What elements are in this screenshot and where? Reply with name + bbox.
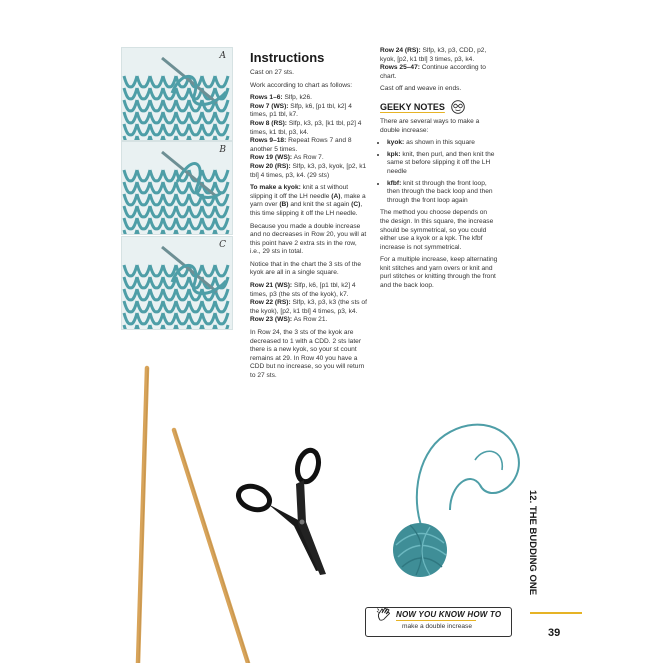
stitch	[163, 182, 176, 193]
row-text: Slfp, k3, p3, kyok, [p2, k1 tbl] 4 times, p3, k4. (29 sts)	[250, 162, 367, 179]
stitch	[202, 230, 215, 234]
needle	[162, 152, 217, 197]
instructions-title: Instructions	[250, 50, 325, 65]
stitch	[163, 206, 176, 217]
list-item	[387, 139, 498, 148]
stitch	[202, 124, 215, 135]
rows-block-2	[250, 282, 368, 325]
illustration-label: A	[219, 51, 226, 61]
stitch	[137, 301, 150, 312]
stitch	[176, 136, 189, 140]
stitch	[215, 325, 228, 329]
instructions-column	[250, 50, 368, 385]
geeky-intro: There are several ways to make a double increase:	[380, 117, 480, 134]
cast-on-text: Cast on 27 sts.	[250, 69, 294, 76]
stitch	[137, 124, 150, 135]
kyok-text: knit a st without slipping it off the LH needle	[250, 184, 349, 200]
stitch	[202, 301, 215, 312]
row-text: Slfp, k26.	[282, 94, 312, 102]
stitch	[150, 289, 163, 300]
illustration-b	[121, 141, 233, 235]
stitch	[124, 100, 137, 111]
stitch	[150, 325, 163, 329]
now-you-know-box	[365, 607, 512, 637]
stitch	[215, 76, 228, 87]
stitch	[137, 112, 150, 123]
stitch	[163, 289, 176, 300]
knitting-diagram	[122, 142, 232, 234]
stitch	[163, 124, 176, 135]
stitch	[124, 289, 137, 300]
stitch	[176, 301, 189, 312]
stitch	[150, 182, 163, 193]
row-label: Row 22 (RS):	[250, 299, 291, 307]
stitch	[163, 265, 176, 276]
step-ref: (C)	[351, 201, 361, 209]
stitch	[137, 206, 150, 217]
stitch	[150, 313, 163, 324]
knitting-diagram	[122, 237, 232, 329]
stitch	[176, 218, 189, 229]
stitch	[176, 313, 189, 324]
stitch	[137, 218, 150, 229]
illustration-c	[121, 236, 233, 330]
stitch	[189, 136, 202, 140]
stitch	[189, 313, 202, 324]
stitch	[176, 230, 189, 234]
stitch	[150, 206, 163, 217]
kyok-instructions	[250, 184, 368, 218]
stitch	[163, 301, 176, 312]
stitch	[124, 88, 137, 99]
yarn-ball	[370, 415, 530, 585]
stitch	[215, 182, 228, 193]
geeky-notes-title: GEEKY NOTES	[380, 101, 445, 112]
stitch	[137, 194, 150, 205]
stitch	[163, 325, 176, 329]
stitch	[124, 170, 137, 181]
stitch	[189, 218, 202, 229]
because-text: Because you made a double increase and no decreases in Row 20, you will at this point have 2 extra sts in the row, i.e., 29 sts in total.	[250, 222, 367, 256]
stitch	[189, 112, 202, 123]
stitch	[137, 76, 150, 87]
stitch	[150, 218, 163, 229]
stitch	[150, 88, 163, 99]
stitch	[150, 112, 163, 123]
stitch	[176, 289, 189, 300]
bullet-text: knit, then purl, and then knit the same st before slipping it off the LH needle	[387, 150, 495, 175]
stitch	[215, 218, 228, 229]
scissors	[230, 440, 360, 580]
stitch	[176, 88, 189, 99]
row-label: Row 21 (WS):	[250, 282, 293, 290]
stitch	[124, 325, 137, 329]
chapter-title: 12. THE BUDDING ONE	[527, 490, 538, 596]
stitch	[137, 265, 150, 276]
stitch	[137, 88, 150, 99]
stitch	[163, 136, 176, 140]
stitch	[215, 136, 228, 140]
row-text: Slfp, k3, p3, [k1 tbl, p2] 4 times, k1 tbl, p3, k4.	[250, 119, 362, 136]
stitch	[202, 112, 215, 123]
stitch	[163, 313, 176, 324]
stitch	[124, 124, 137, 135]
row-label: Row 23 (WS):	[250, 316, 293, 324]
step-ref: (B)	[279, 201, 289, 209]
illustration-label: C	[219, 240, 226, 250]
stitch	[150, 277, 163, 288]
stitch	[150, 301, 163, 312]
stitch	[124, 194, 137, 205]
stitch	[176, 194, 189, 205]
increase-methods-list	[380, 139, 498, 205]
stitch	[215, 301, 228, 312]
stitch	[163, 230, 176, 234]
kyok-text: , this time slipping it off the LH needle.	[250, 201, 363, 217]
row-label: Rows 9–18:	[250, 137, 287, 145]
stitch	[137, 289, 150, 300]
stitch	[176, 112, 189, 123]
multiple-increase-text: For a multiple increase, keep alternating knit stitches and yarn overs or knit and purl stitches or knitting through the front and the back loop.	[380, 256, 498, 290]
knitting-diagram	[122, 48, 232, 140]
stitch	[150, 170, 163, 181]
stitch	[202, 218, 215, 229]
row-text: As Row 21.	[292, 316, 328, 324]
stitch	[176, 100, 189, 111]
stitch	[137, 313, 150, 324]
stitch	[124, 313, 137, 324]
accent-underline	[396, 620, 476, 621]
bullet-text: as shown in this square	[404, 139, 475, 147]
stitch	[202, 325, 215, 329]
needle	[162, 58, 217, 103]
row-label: Row 19 (WS):	[250, 154, 293, 162]
stitch	[124, 301, 137, 312]
stitch	[215, 124, 228, 135]
stitch	[137, 230, 150, 234]
now-you-know-title: NOW YOU KNOW HOW TO	[396, 610, 502, 619]
stitch	[137, 100, 150, 111]
stitch	[202, 76, 215, 87]
row-label: Row 7 (WS):	[250, 102, 289, 110]
stitch	[215, 206, 228, 217]
kyok-label: To make a kyok:	[250, 184, 301, 192]
stitch	[124, 277, 137, 288]
stitch	[124, 182, 137, 193]
row-text: Slfp, k3, p3, CDD, p2, kyok, [p2, k1 tbl] 3 times, p3, k4.	[380, 47, 487, 63]
stitch	[124, 76, 137, 87]
row-label: Row 24 (RS):	[380, 47, 421, 54]
stitch	[137, 136, 150, 140]
stitch	[176, 124, 189, 135]
list-item	[387, 151, 498, 177]
stitch	[215, 265, 228, 276]
stitch	[202, 170, 215, 181]
accent-line	[530, 612, 582, 614]
stitch	[163, 112, 176, 123]
kyok-text: and knit the st again	[288, 201, 352, 209]
kyok-text: , make a yarn over	[250, 192, 366, 209]
stitch	[189, 124, 202, 135]
stitch	[215, 112, 228, 123]
skill-text: make a double increase	[402, 623, 473, 630]
stitch	[124, 230, 137, 234]
row-text: Slfp, k3, p3, k3 (the sts of the kyok), [p2, k1 tbl] 4 times, p3, k4.	[250, 299, 367, 315]
bullet-text: knit st through the front loop, then through the back loop and then through the front loop again	[387, 179, 493, 204]
stitch	[215, 313, 228, 324]
bullet-label: kpk:	[387, 150, 401, 158]
stitch	[163, 100, 176, 111]
stitch	[202, 136, 215, 140]
illustration-label: B	[219, 145, 226, 155]
stitch	[124, 206, 137, 217]
stitch	[202, 313, 215, 324]
bullet-label: kfbf:	[387, 179, 402, 187]
cast-off-text: Cast off and weave in ends.	[380, 85, 462, 93]
geeky-notes-header	[380, 100, 498, 114]
stitch	[215, 230, 228, 234]
waving-hand-icon	[376, 606, 392, 622]
notice-text: Notice that in the chart the 3 sts of the kyok are all in a single square.	[250, 260, 362, 277]
stitch	[124, 218, 137, 229]
illustration-a	[121, 47, 233, 141]
row-24-explanation: In Row 24, the 3 sts of the kyok are decreased to 1 with a CDD. 2 sts later there is a new kyok, so your st count remains at 29. In Row 40 you have a CDD but no increase, so you will return to 27 sts.	[250, 329, 365, 379]
rows-block	[250, 94, 368, 180]
row-text: Slfp, k6, [p1 tbl, k2] 4 times, p1 tbl, k7.	[250, 102, 352, 119]
stitch	[150, 124, 163, 135]
glasses-face-icon	[450, 100, 466, 114]
work-chart-text: Work according to chart as follows:	[250, 81, 353, 89]
stitch	[137, 170, 150, 181]
stitch	[189, 230, 202, 234]
stitch	[124, 112, 137, 123]
row-label: Rows 1–6:	[250, 94, 283, 102]
row-text: As Row 7.	[292, 154, 324, 162]
stitch	[163, 170, 176, 181]
page-number: 39	[548, 627, 561, 639]
stitch	[189, 325, 202, 329]
stitch	[202, 206, 215, 217]
stitch	[150, 76, 163, 87]
row-label: Row 20 (RS):	[250, 162, 291, 170]
stitch	[202, 265, 215, 276]
method-text: The method you choose depends on the design. In this square, the increase should be symmetrical, so you could either use a kyok or a kpk. The kfbf increase is not symmetrical.	[380, 209, 494, 251]
stitch	[176, 182, 189, 193]
stitch	[150, 265, 163, 276]
stitch	[189, 206, 202, 217]
stitch	[163, 76, 176, 87]
stitch	[150, 194, 163, 205]
row-text: Repeat Rows 7 and 8 another 5 times.	[250, 137, 352, 153]
stitch	[215, 170, 228, 181]
stitch	[124, 265, 137, 276]
stitch	[176, 325, 189, 329]
stitch	[137, 325, 150, 329]
stitch	[189, 301, 202, 312]
needle-left	[138, 368, 147, 663]
stitch	[163, 218, 176, 229]
list-item	[387, 180, 498, 206]
stitch	[137, 277, 150, 288]
needle	[162, 247, 217, 292]
bullet-label: kyok:	[387, 139, 405, 147]
step-ref: (A)	[331, 192, 341, 200]
row-label: Rows 25–47:	[380, 64, 420, 72]
right-column	[380, 47, 498, 295]
rows-block-3	[380, 47, 498, 81]
stitch	[150, 100, 163, 111]
stitch	[176, 277, 189, 288]
row-text: Slfp, k6, [p1 tbl, k2] 4 times, p3 (the sts of the kyok), k7.	[250, 282, 356, 298]
row-text: Continue according to chart.	[380, 64, 486, 80]
stitch	[150, 230, 163, 234]
stitch	[124, 136, 137, 140]
row-label: Row 8 (RS):	[250, 119, 287, 127]
stitch	[150, 136, 163, 140]
stitch	[163, 194, 176, 205]
stitch	[137, 182, 150, 193]
stitch	[176, 206, 189, 217]
